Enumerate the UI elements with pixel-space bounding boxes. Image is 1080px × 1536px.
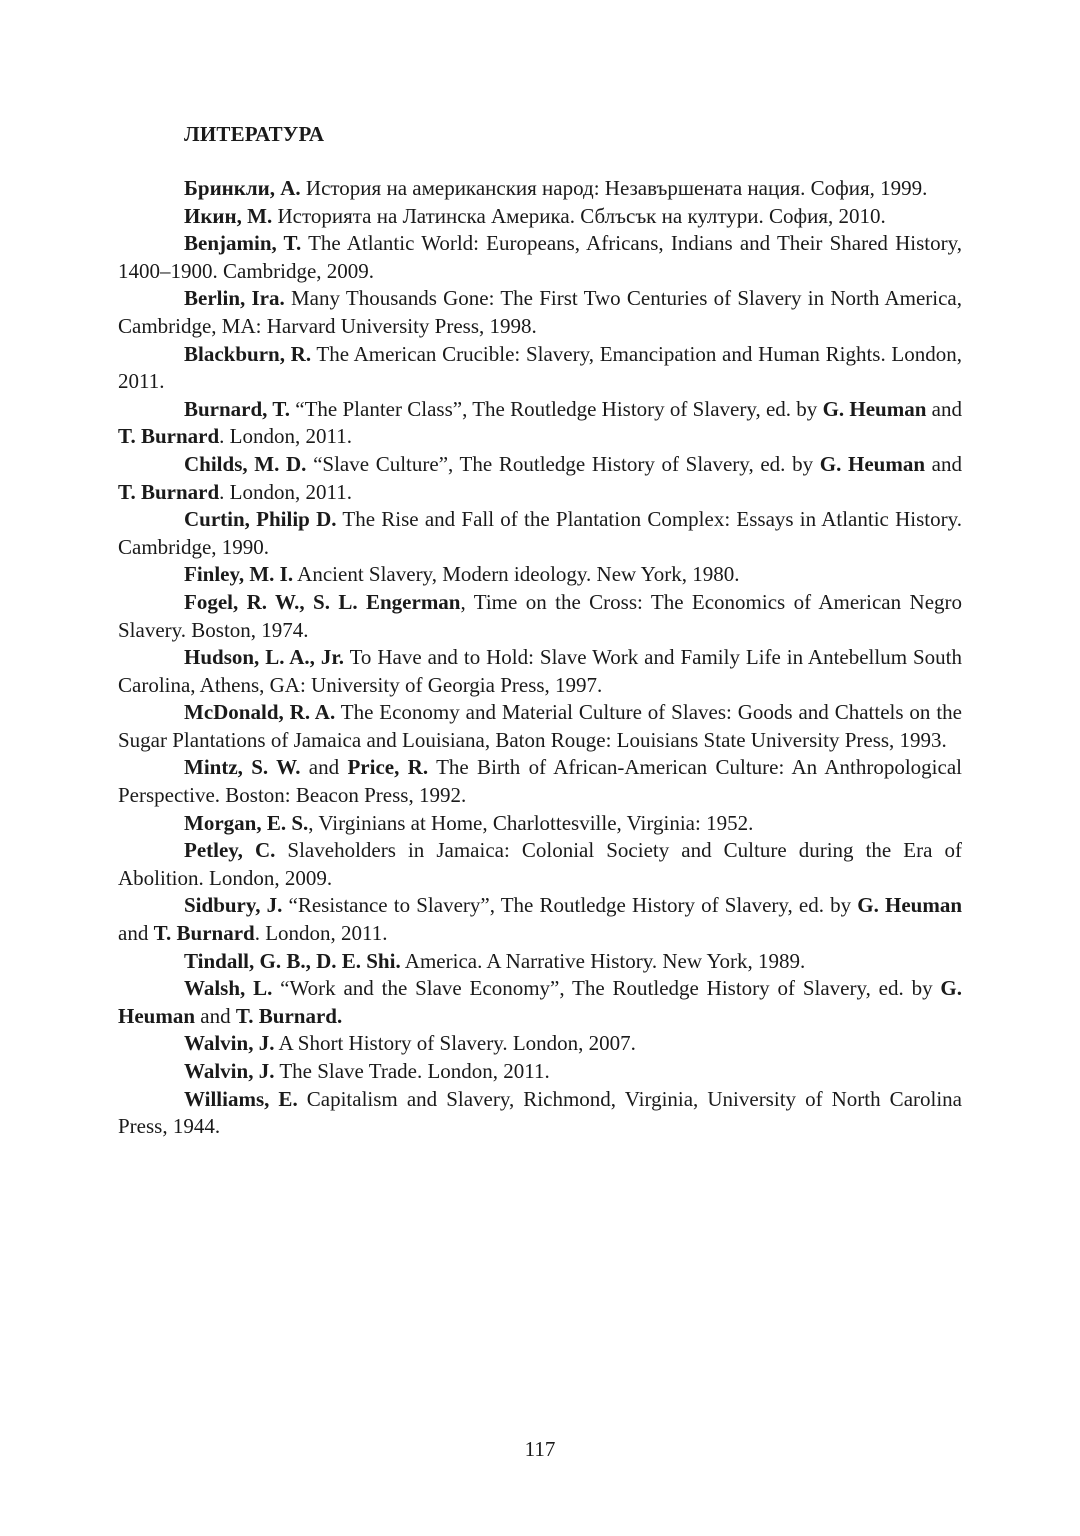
reference-text: “Work and the Slave Economy”, The Routledge History of Slavery, ed. by [272, 976, 941, 1001]
reference-text: , Virginians at Home, Charlottesville, Virginia: 1952. [308, 810, 754, 835]
reference-text: and [926, 396, 962, 421]
reference-text: The Rise and Fall of the Plantation Complex: Essays in Atlantic History. Cambridge, 1990. [118, 507, 962, 559]
reference-entry [118, 1030, 962, 1058]
reference-entry [118, 892, 962, 947]
reference-text: Историята на Латинска Америка. Сблъсък на култури. София, 2010. [272, 203, 886, 228]
reference-author: T. Burnard [118, 424, 220, 449]
reference-author: Mintz, S. W. [184, 755, 301, 780]
reference-entry [118, 589, 962, 644]
reference-text: and [925, 451, 962, 476]
page-number: 117 [524, 1437, 556, 1461]
reference-author: Curtin, Philip D. [184, 507, 337, 532]
reference-entry [118, 754, 962, 809]
reference-text: История на американския народ: Незавършената нация. София, 1999. [300, 176, 928, 200]
reference-author: G. Heuman [822, 396, 927, 421]
reference-author: Berlin, Ira. [184, 286, 285, 311]
reference-author: Price, R. [347, 755, 429, 780]
reference-text: “Resistance to Slavery”, The Routledge History of Slavery, ed. by [282, 893, 858, 918]
reference-author: Blackburn, R. [184, 341, 312, 366]
reference-entry [118, 506, 962, 561]
reference-text: , Time on the Cross: The Economics of American Negro Slavery. Boston, 1974. [118, 589, 963, 642]
reference-text: To Have and to Hold: Slave Work and Family Life in Antebellum South Carolina, Athens, GA: University of Georgia Press, 1997. [118, 645, 962, 697]
reference-entry [118, 1086, 962, 1141]
reference-entry [118, 396, 962, 451]
section-heading: ЛИТЕРАТУРА [184, 122, 325, 146]
reference-author: Walsh, L. [184, 976, 273, 1001]
reference-text: . London, 2011. [254, 921, 388, 946]
reference-author: T. Burnard [153, 921, 255, 946]
reference-entry [118, 644, 962, 699]
reference-entry [118, 561, 962, 589]
reference-author: Williams, E. [184, 1086, 298, 1111]
reference-entry [118, 341, 962, 396]
reference-entry [118, 285, 962, 340]
reference-entry [118, 810, 962, 838]
reference-text: America. A Narrative History. New York, 1989. [400, 948, 806, 973]
reference-entry [118, 203, 962, 231]
reference-text: The Economy and Material Culture of Slaves: Goods and Chattels on the Sugar Plantations of Jamaica and Louisiana, Baton Rouge: Louisians State University Press, 1993. [118, 700, 962, 752]
reference-entry [118, 1058, 962, 1086]
reference-entry [118, 948, 962, 976]
reference-text: A Short History of Slavery. London, 2007. [274, 1031, 636, 1056]
reference-text: and [300, 755, 348, 780]
reference-text: The American Crucible: Slavery, Emancipation and Human Rights. London, 2011. [118, 341, 962, 394]
reference-text: . London, 2011. [219, 479, 352, 504]
reference-entry [118, 837, 962, 892]
reference-entry [118, 175, 962, 203]
reference-author: G. Heuman [857, 893, 962, 918]
reference-text: Slaveholders in Jamaica: Colonial Society and Culture during the Era of Abolition. London, 2009. [118, 838, 962, 890]
reference-text: and [118, 921, 154, 946]
reference-author: Walvin, J. [184, 1031, 275, 1056]
reference-entry [118, 975, 962, 1030]
document-page [118, 0, 962, 1536]
reference-author: Finley, M. I. [184, 562, 294, 587]
reference-text: . London, 2011. [219, 424, 352, 449]
reference-author: G. Heuman [118, 976, 962, 1028]
reference-entry [118, 699, 962, 754]
reference-text: The Birth of African-American Culture: An Anthropological Perspective. Boston: Beacon Press, 1992. [118, 755, 962, 808]
reference-author: Burnard, T. [184, 396, 291, 421]
reference-author: Fogel, R. W., S. L. Engerman [184, 589, 461, 614]
reference-author: Childs, M. D. [184, 451, 307, 476]
reference-author: McDonald, R. A. [184, 700, 336, 725]
reference-author: G. Heuman [819, 451, 926, 476]
reference-text: Many Thousands Gone: The First Two Centuries of Slavery in North America, Cambridge, MA: Harvard University Press, 1998. [118, 286, 962, 338]
reference-author: T. Burnard. [235, 1003, 343, 1028]
reference-list [118, 175, 962, 1141]
reference-author: Икин, М. [184, 203, 273, 228]
reference-entry [118, 230, 962, 285]
reference-author: Walvin, J. [184, 1059, 275, 1083]
reference-text: Capitalism and Slavery, Richmond, Virginia, University of North Carolina Press, 1944. [118, 1086, 962, 1139]
reference-entry [118, 451, 962, 506]
reference-text: Ancient Slavery, Modern ideology. New York, 1980. [293, 562, 740, 587]
reference-author: Tindall, G. B., D. E. Shi. [184, 948, 401, 973]
reference-text: “The Planter Class”, The Routledge History of Slavery, ed. by [290, 396, 823, 421]
reference-text: “Slave Culture”, The Routledge History of Slavery, ed. by [306, 451, 820, 476]
reference-text: The Atlantic World: Europeans, Africans, Indians and Their Shared History, 1400–1900. Cambridge, 2009. [118, 231, 962, 283]
reference-text: and [195, 1003, 236, 1028]
reference-author: Petley, C. [184, 838, 276, 863]
reference-author: Sidbury, J. [184, 893, 283, 918]
reference-author: T. Burnard [118, 479, 220, 504]
reference-author: Бринкли, А. [184, 176, 301, 200]
reference-author: Benjamin, T. [184, 231, 302, 256]
reference-text: The Slave Trade. London, 2011. [274, 1059, 550, 1083]
reference-author: Hudson, L. A., Jr. [184, 645, 345, 670]
reference-author: Morgan, E. S. [184, 810, 309, 835]
